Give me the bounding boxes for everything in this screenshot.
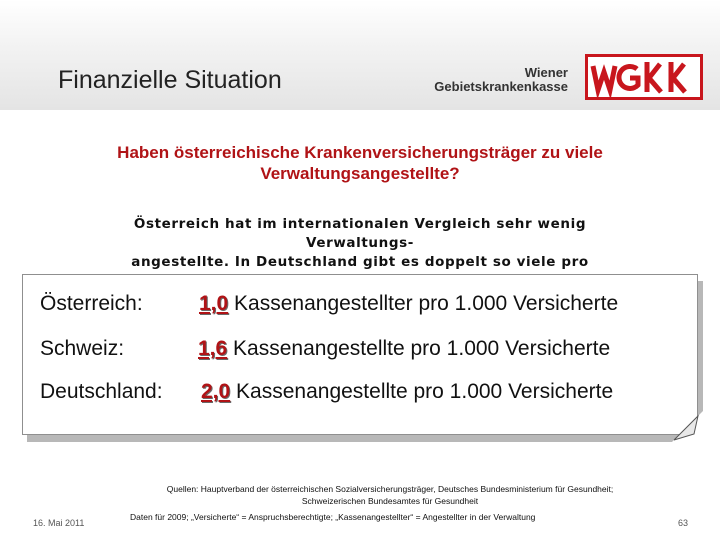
page-number: 63 [678,518,689,528]
intro-line1: Österreich hat im internationalen Vergleich sehr wenig Verwaltungs- [133,216,587,251]
value-number: 2,0 [201,380,231,403]
country-label: Schweiz: [40,337,125,360]
logo-text-line2: Gebietskrankenkasse [434,79,568,94]
country-label: Deutschland: [40,380,163,403]
comparison-value-germany [201,380,613,404]
page-title: Finanzielle Situation [58,66,282,94]
logo-text [434,66,568,94]
question-line2: Verwaltungsangestellte? [260,164,460,183]
wgkk-logo [585,54,703,100]
page-fold-corner [672,410,704,442]
comparison-row-switzerland [40,337,124,361]
intro-line2: angestellte. In Deutschland gibt es doppelt so viele pro [131,254,589,270]
comparison-value-switzerland [198,337,610,361]
footer-note: Daten für 2009; „Versicherte“ = Anspruchsberechtigte; „Kassenangestellter“ = Angestellter in der Verwaltung [130,512,536,522]
value-number: 1,0 [199,292,229,315]
source-note [110,483,670,507]
country-label: Österreich: [40,292,143,315]
source-line1: Quellen: Hauptverband der österreichischen Sozialversicherungsträger, Deutsches Bundesministerium für Gesundheit; [166,484,614,494]
source-line2: Schweizerischen Bundesamtes für Gesundheit [301,496,479,506]
value-text: Kassenangestellter pro 1.000 Versicherte [234,292,619,315]
comparison-row-austria [40,292,143,316]
value-text: Kassenangestellte pro 1.000 Versicherte [236,380,614,403]
question-heading [40,142,680,184]
question-line1: Haben österreichische Krankenversicherungsträger zu viele [117,143,603,162]
footer-date: 16. Mai 2011 [33,518,85,528]
logo-text-line1: Wiener [524,65,568,80]
comparison-value-austria [199,292,618,316]
comparison-row-germany [40,380,163,404]
value-text: Kassenangestellte pro 1.000 Versicherte [233,337,611,360]
value-number: 1,6 [198,337,228,360]
